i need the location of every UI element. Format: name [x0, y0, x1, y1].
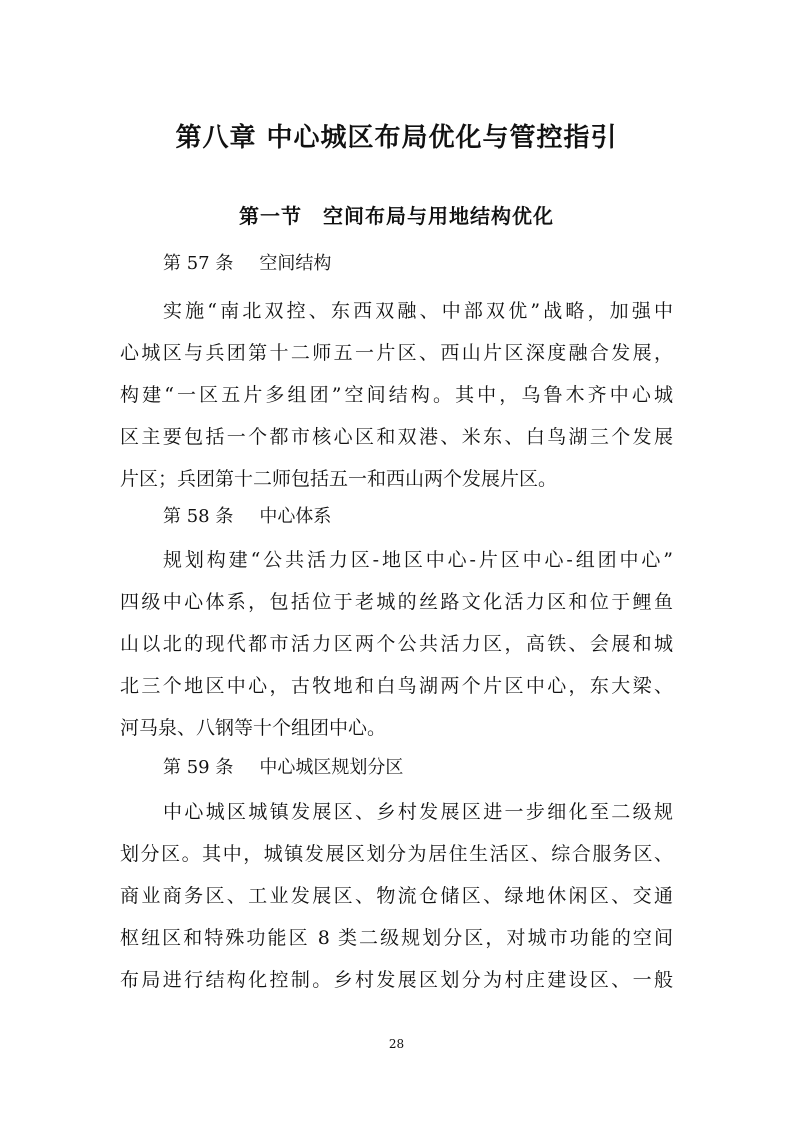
article-number: 第 59 条 — [163, 757, 234, 778]
article-heading-57 — [163, 244, 331, 284]
article-heading-59 — [163, 748, 403, 788]
paragraph-line: 北三个地区中心，古牧地和白鸟湖两个片区中心，东大梁、 — [120, 675, 673, 697]
article-number: 第 57 条 — [163, 253, 234, 274]
paragraph-line: 构建“一区五片多组团”空间结构。其中，乌鲁木齐中心城 — [120, 384, 673, 406]
paragraph-line: 商业商务区、工业发展区、物流仓储区、绿地休闲区、交通 — [120, 885, 673, 907]
paragraph-line: 四级中心体系，包括位于老城的丝路文化活力区和位于鲤鱼 — [120, 591, 673, 613]
page-number: 28 — [388, 1037, 405, 1051]
paragraph-line: 山以北的现代都市活力区两个公共活力区，高铁、会展和城 — [120, 633, 673, 655]
paragraph-line: 枢纽区和特殊功能区 8 类二级规划分区，对城市功能的空间 — [120, 927, 673, 949]
paragraph-line: 心城区与兵团第十二师五一片区、西山片区深度融合发展， — [120, 342, 673, 364]
paragraph-line: 片区；兵团第十二师包括五一和西山两个发展片区。 — [120, 468, 558, 490]
chapter-title: 第八章 中心城区布局优化与管控指引 — [175, 123, 618, 153]
article-name: 中心体系 — [259, 506, 332, 527]
article-name: 空间结构 — [259, 253, 332, 274]
paragraph-line: 区主要包括一个都市核心区和双港、米东、白鸟湖三个发展 — [120, 426, 673, 448]
paragraph-line: 实施“南北双控、东西双融、中部双优”战略，加强中 — [163, 300, 673, 322]
section-title: 第一节 空间布局与用地结构优化 — [239, 204, 554, 228]
paragraph-line: 中心城区城镇发展区、乡村发展区进一步细化至二级规 — [163, 801, 673, 823]
article-number: 第 58 条 — [163, 506, 234, 527]
paragraph-line: 划分区。其中，城镇发展区划分为居住生活区、综合服务区、 — [120, 843, 673, 865]
paragraph-line: 河马泉、八钢等十个组团中心。 — [120, 717, 387, 739]
article-paragraph-59 — [120, 791, 673, 1001]
article-paragraph-57 — [120, 290, 673, 500]
article-name: 中心城区规划分区 — [259, 757, 404, 778]
article-heading-58 — [163, 497, 331, 537]
article-paragraph-58 — [120, 539, 673, 749]
paragraph-line: 布局进行结构化控制。乡村发展区划分为村庄建设区、一般 — [120, 969, 673, 991]
paragraph-line: 规划构建“公共活力区-地区中心-片区中心-组团中心” — [163, 549, 673, 571]
